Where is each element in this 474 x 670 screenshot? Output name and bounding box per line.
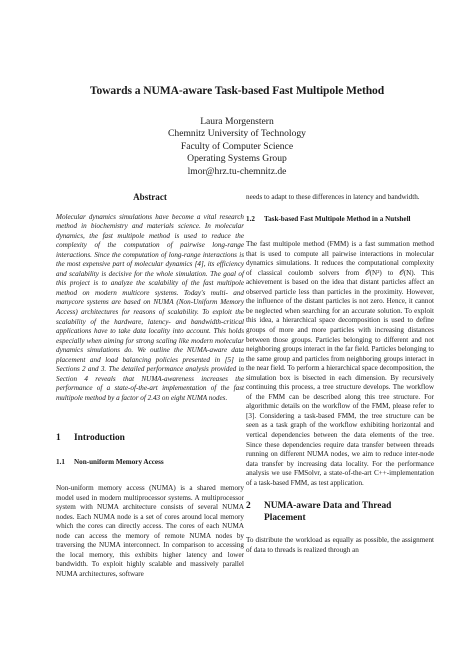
subsection-number: 1.1 xyxy=(56,458,65,467)
section-title: Introduction xyxy=(74,433,125,444)
author-affiliation: Chemnitz University of Technology xyxy=(168,128,306,140)
section-heading-introduction xyxy=(56,432,244,444)
subsection-heading-fmm xyxy=(246,215,434,225)
author-block xyxy=(0,116,474,178)
section-number: 1 xyxy=(56,433,61,444)
paper-title: Towards a NUMA-aware Task-based Fast Multipole Method xyxy=(89,84,385,97)
author-group: Operating Systems Group xyxy=(187,153,287,165)
subsection-number: 1.2 xyxy=(246,214,255,223)
subsection-title: Non-uniform Memory Access xyxy=(74,458,164,467)
author-faculty: Faculty of Computer Science xyxy=(180,140,294,152)
subsection-title: Task-based Fast Multipole Method in a Nutshell xyxy=(264,214,411,223)
author-email: lmor@hrz.tu-chemnitz.de xyxy=(187,165,287,177)
abstract-heading: Abstract xyxy=(133,192,167,202)
fmm-paragraph: The fast multipole method (FMM) is a fast summation method that is used to compute all pairwise interactions in molecular dynamics simulations. It reduces the computational complexity of classical coulomb solvers from 𝒪(N²) to 𝒪(N). This achievement is based on the idea that distant particles affect an observed particle less than particles in the proximity. However, the influence of the distant particles is not zero. Hence, it cannot be neglected when searching for an accurate solution. To exploit this idea, a hierarchical space decomposition is used to define groups of more and more particles with increasing distances between those groups. Particles belonging to different and not neighboring groups interact in the far field. Particles belonging to the same group and particles from neighboring groups interact in the near field. To perform a hierarchical space decomposition, the simulation box is bisected in each dimension. By recursively continuing this process, a tree structure develops. The workflow of the FMM can be described along this tree structure. For algorithmic details on the workflow of the FMM, please refer to [3]. Considering a task-based FMM, the tree structure can be seen as a task graph of the workflow exhibiting horizontal and vertical dependencies between the data elements of the tree. Since these dependencies require data transfer between threads running on different NUMA nodes, we aim to reduce inter-node data transfer by increasing data locality. For the performance analysis we use FMSolvr, a state-of-the-art C++-implementation of a task-based FMM, as test application. xyxy=(246,240,434,487)
author-name: Laura Morgenstern xyxy=(200,116,274,127)
continuation-paragraph: needs to adapt to these differences in latency and bandwidth. xyxy=(246,193,420,201)
numa-paragraph: Non-uniform memory access (NUMA) is a shared memory model used in modern multiprocessor systems. A multiprocessor system with NUMA architecture consists of several NUMA nodes. Each NUMA node is a set of cores around local memory which the cores can directly access. The cores of each NUMA node can access the memory of remote NUMA nodes by traversing the NUMA interconnect. In comparison to accessing the local memory, this exhibits higher latency and lower bandwidth. To exploit highly scalable and massively parallel NUMA architectures, software xyxy=(56,484,244,578)
section-heading-numa-aware xyxy=(246,500,434,524)
placement-paragraph: To distribute the workload as equally as possible, the assignment of data to threads is realized through an xyxy=(246,536,434,554)
abstract-text: Molecular dynamics simulations have become a vital research method in biochemistry and materials science. In molecular dynamics, the fast multipole method is used to reduce the complexity of the computation of pairwise long-range interactions. Since the computation of long-range interactions is the most expensive part of molecular dynamics [4], its efficiency and scalability is decisive for the whole simulation. The goal of this project is to analyze the scalability of the fast multipole method on modern multicore systems. Today's multi- and manycore systems are based on NUMA (Non-Uniform Memory Access) architectures for reasons of scalability. To exploit the scalability of the hardware, latency- and bandwidth-critical applications have to take data locality into account. This holds especially when aiming for strong scaling like modern molecular dynamics simulations do. We outline the NUMA-aware data placement and load balancing policies presented in [5] in Sections 2 and 3. The detailed performance analysis provided in Section 4 reveals that NUMA-awareness increases the performance of a state-of-the-art implementation of the fast multipole method by a factor of 2.43 on eight NUMA nodes. xyxy=(56,212,244,402)
section-title: NUMA-aware Data and Thread Placement xyxy=(264,501,392,524)
left-column xyxy=(56,193,244,580)
subsection-heading-numa xyxy=(56,458,244,468)
right-column xyxy=(246,193,434,555)
section-number: 2 xyxy=(246,501,251,512)
